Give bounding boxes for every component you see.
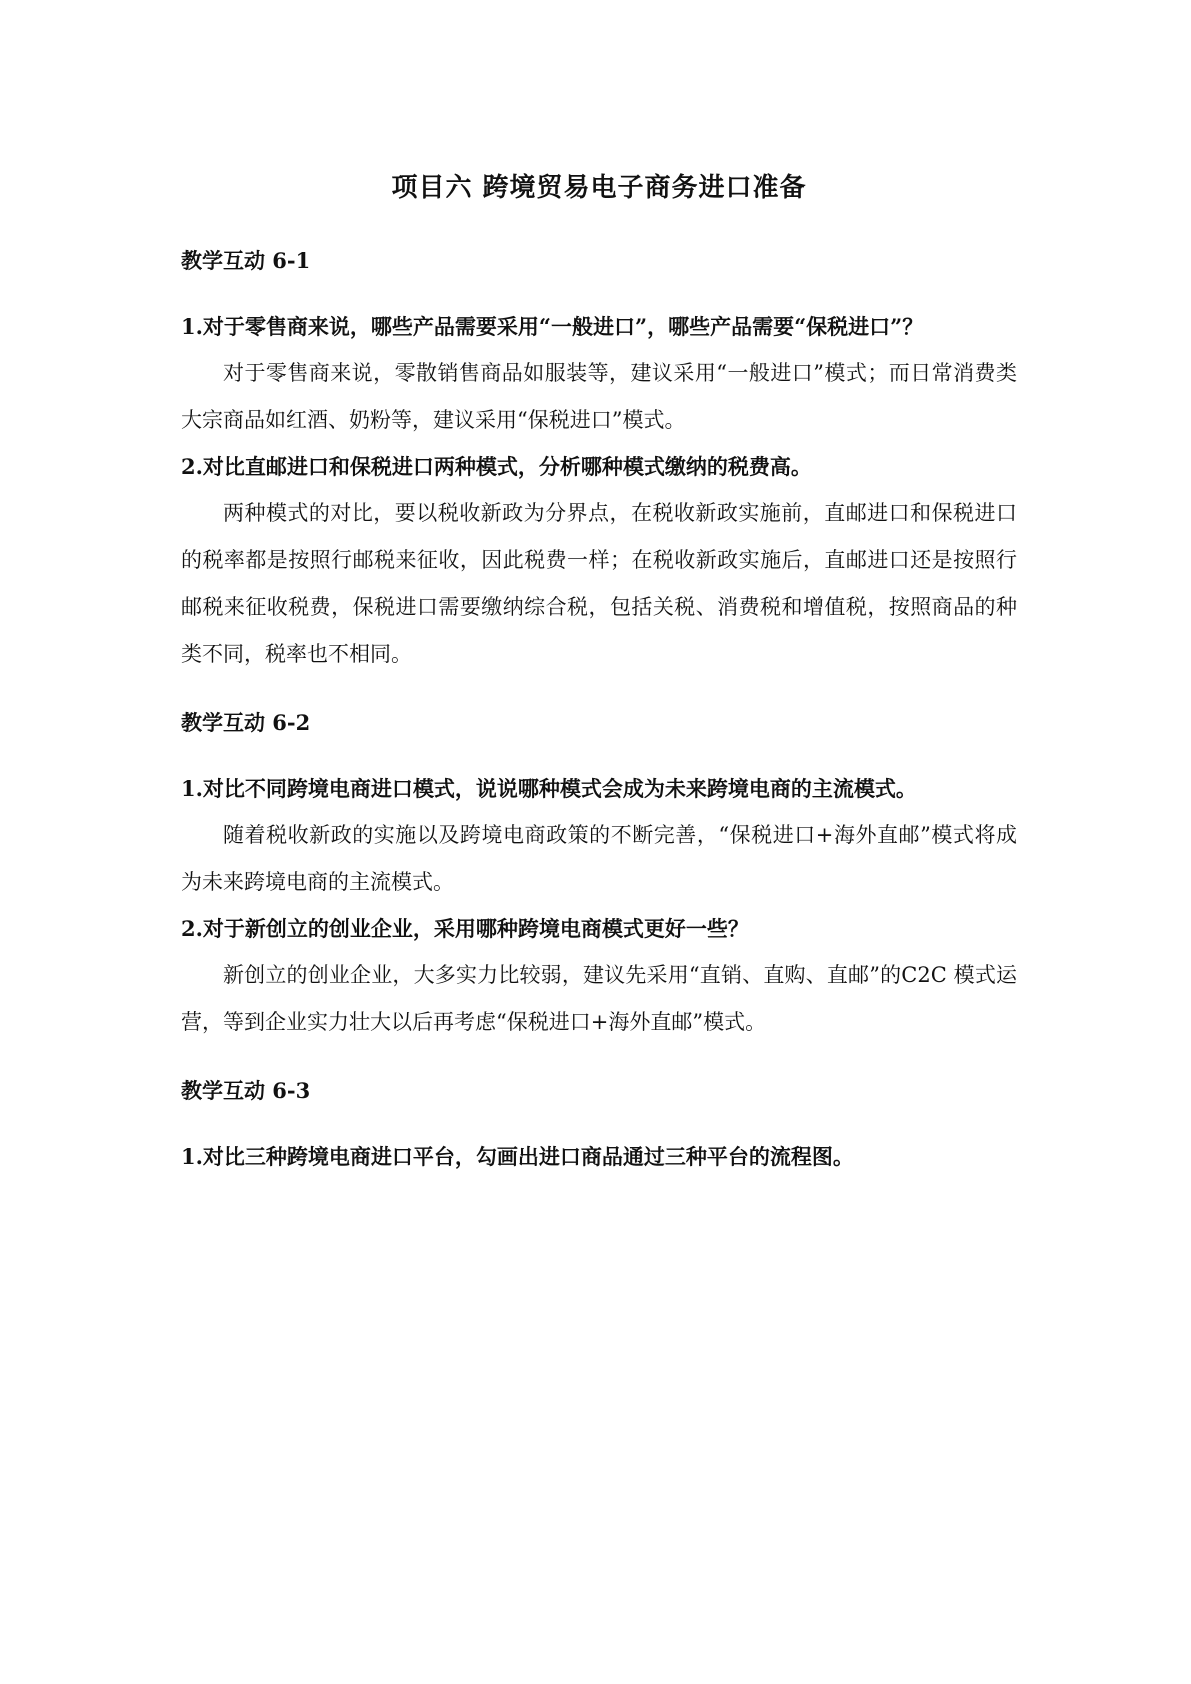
section-heading: 教学互动 6-2 [181,710,311,735]
question: 1.对比三种跨境电商进口平台，勾画出进口商品通过三种平台的流程图。 [181,1144,854,1169]
question: 2.对于新创立的创业企业，采用哪种跨境电商模式更好一些？ [181,916,749,941]
section-heading: 教学互动 6-1 [181,248,311,273]
section-6-2 [181,708,1017,1046]
question: 1.对于零售商来说，哪些产品需要采用“一般进口”，哪些产品需要“保税进口”？ [181,314,924,339]
document-page [181,170,1017,1210]
document-title: 项目六 跨境贸易电子商务进口准备 [391,173,807,203]
section-6-1 [181,246,1017,678]
answer: 两种模式的对比，要以税收新政为分界点，在税收新政实施前，直邮进口和保税进口的税率都是按照行邮税来征收，因此税费一样；在税收新政实施后，直邮进口还是按照行邮税来征收税费，保税进口需要缴纳综合税，包括关税、消费税和增值税，按照商品的种类不同，税率也不相同。 [181,501,1017,666]
answer: 新创立的创业企业，大多实力比较弱，建议先采用“直销、直购、直邮”的C2C 模式运营，等到企业实力壮大以后再考虑“保税进口+海外直邮”模式。 [181,963,1017,1034]
question: 1.对比不同跨境电商进口模式，说说哪种模式会成为未来跨境电商的主流模式。 [181,776,917,801]
question: 2.对比直邮进口和保税进口两种模式，分析哪种模式缴纳的税费高。 [181,454,812,479]
section-heading: 教学互动 6-3 [181,1078,311,1103]
answer: 随着税收新政的实施以及跨境电商政策的不断完善，“保税进口+海外直邮”模式将成为未来跨境电商的主流模式。 [181,823,1017,894]
section-6-3 [181,1076,1017,1180]
answer: 对于零售商来说，零散销售商品如服装等，建议采用“一般进口”模式；而日常消费类大宗商品如红酒、奶粉等，建议采用“保税进口”模式。 [181,361,1017,432]
